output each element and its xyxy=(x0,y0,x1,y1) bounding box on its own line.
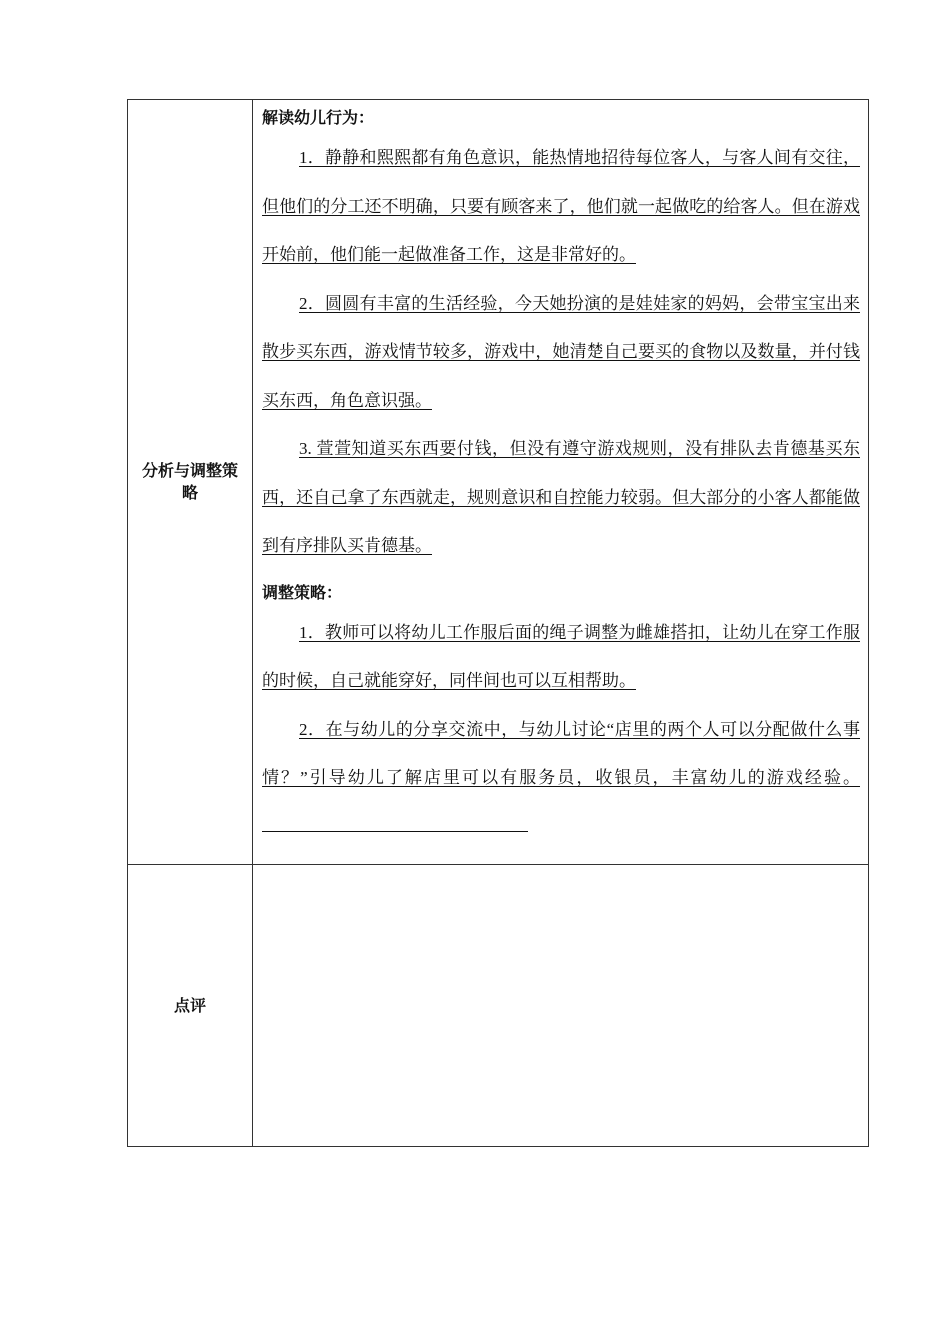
strategy-heading: 调整策略： xyxy=(262,582,343,602)
behavior-heading: 解读幼儿行为： xyxy=(262,108,375,127)
behavior-item-1: 1．静静和熙熙都有角色意识，能热情地招待每位客人，与客人间有交往，但他们的分工还不明确，只要有顾客来了，他们就一起做吃的给客人。但在游戏开始前，他们能一起做准备工作，这是非常好的。 xyxy=(262,148,860,264)
review-label-cell xyxy=(128,865,253,1147)
analysis-label-cell xyxy=(128,100,253,865)
review-label: 点评 xyxy=(173,995,206,1015)
strategy-item-2 xyxy=(262,706,860,852)
behavior-item-2: 2．圆圆有丰富的生活经验，今天她扮演的是娃娃家的妈妈，会带宝宝出来散步买东西，游戏情节较多，游戏中，她清楚自己要买的食物以及数量，并付钱买东西，角色意识强。 xyxy=(262,293,860,410)
blank-underline xyxy=(262,830,528,832)
analysis-content-cell xyxy=(253,100,869,865)
review-content-cell[interactable] xyxy=(253,865,869,1147)
strategy-item-1: 1．教师可以将幼儿工作服后面的绳子调整为雌雄搭扣，让幼儿在穿工作服的时候，自己就能穿好，同伴间也可以互相帮助。 xyxy=(262,622,860,690)
behavior-item-3: 3. 萱萱知道买东西要付钱，但没有遵守游戏规则，没有排队去肯德基买东西，还自己拿了东西就走，规则意识和自控能力较弱。但大部分的小客人都能做到有序排队买肯德基。 xyxy=(262,439,860,555)
review-row xyxy=(128,865,869,1147)
record-table xyxy=(127,99,869,1147)
analysis-row xyxy=(128,100,869,865)
analysis-label: 分析与调整策略 xyxy=(142,461,239,502)
strategy-item-2-text: 2．在与幼儿的分享交流中，与幼儿讨论“店里的两个人可以分配做什么事情？”引导幼儿了解店里可以有服务员，收银员，丰富幼儿的游戏经验。 xyxy=(262,719,860,787)
